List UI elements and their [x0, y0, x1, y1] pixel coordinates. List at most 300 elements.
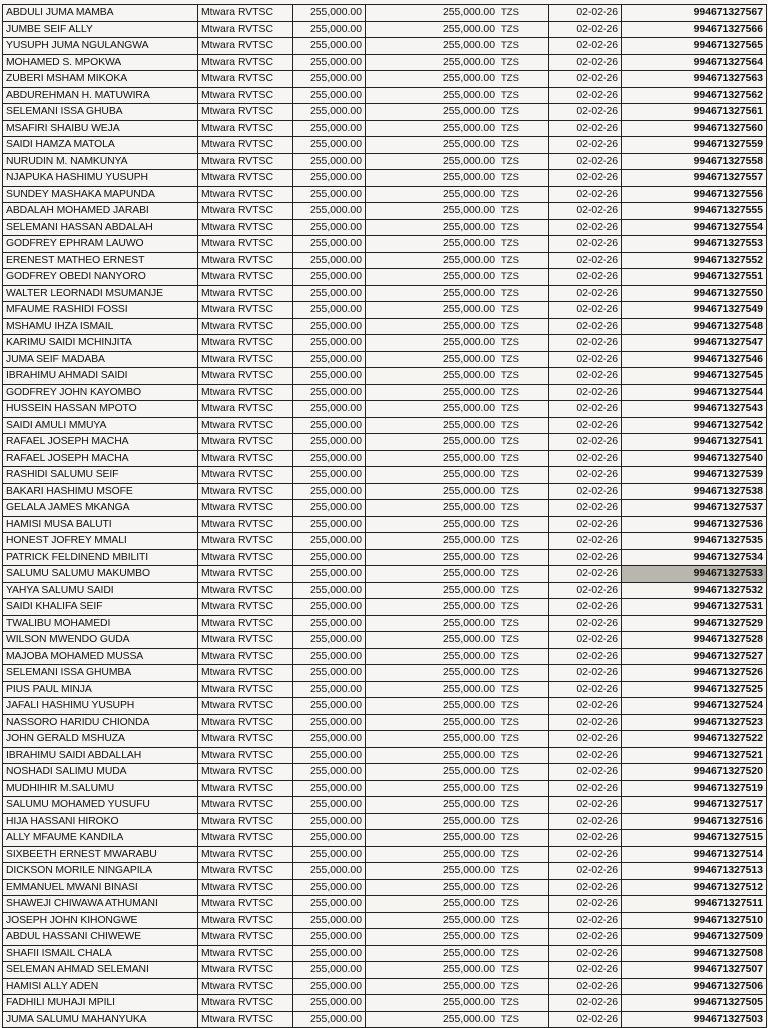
center-cell: Mtwara RVTSC — [198, 978, 293, 995]
total-amount-cell: 255,000.00 — [366, 632, 499, 649]
center-cell: Mtwara RVTSC — [198, 38, 293, 55]
center-cell: Mtwara RVTSC — [198, 483, 293, 500]
reference-number-cell: 994671327546 — [622, 351, 767, 368]
date-cell: 02-02-26 — [549, 665, 622, 682]
date-cell: 02-02-26 — [549, 929, 622, 946]
payee-name-cell: SAIDI AMULI MMUYA — [3, 417, 198, 434]
total-amount-cell: 255,000.00 — [366, 764, 499, 781]
date-cell: 02-02-26 — [549, 830, 622, 847]
amount-cell: 255,000.00 — [293, 368, 366, 385]
currency-cell: TZS — [498, 483, 549, 500]
table-row — [3, 516, 767, 533]
total-amount-cell: 255,000.00 — [366, 731, 499, 748]
date-cell: 02-02-26 — [549, 681, 622, 698]
center-cell: Mtwara RVTSC — [198, 219, 293, 236]
amount-cell: 255,000.00 — [293, 38, 366, 55]
total-amount-cell: 255,000.00 — [366, 533, 499, 550]
payee-name-cell: MUDHIHIR M.SALUMU — [3, 780, 198, 797]
amount-cell: 255,000.00 — [293, 104, 366, 121]
amount-cell: 255,000.00 — [293, 236, 366, 253]
table-row — [3, 879, 767, 896]
total-amount-cell: 255,000.00 — [366, 318, 499, 335]
reference-number-cell: 994671327505 — [622, 995, 767, 1012]
total-amount-cell: 255,000.00 — [366, 962, 499, 979]
reference-number-cell: 994671327539 — [622, 467, 767, 484]
payee-name-cell: NURUDIN M. NAMKUNYA — [3, 153, 198, 170]
table-row — [3, 252, 767, 269]
total-amount-cell: 255,000.00 — [366, 500, 499, 517]
center-cell: Mtwara RVTSC — [198, 137, 293, 154]
total-amount-cell: 255,000.00 — [366, 351, 499, 368]
amount-cell: 255,000.00 — [293, 698, 366, 715]
center-cell: Mtwara RVTSC — [198, 929, 293, 946]
center-cell: Mtwara RVTSC — [198, 533, 293, 550]
payee-name-cell: JAFALI HASHIMU YUSUPH — [3, 698, 198, 715]
table-row — [3, 417, 767, 434]
reference-number-cell: 994671327549 — [622, 302, 767, 319]
table-row — [3, 896, 767, 913]
table-row — [3, 483, 767, 500]
reference-number-cell: 994671327533 — [622, 566, 767, 583]
payee-name-cell: HONEST JOFREY MMALI — [3, 533, 198, 550]
currency-cell: TZS — [498, 219, 549, 236]
payee-name-cell: JOHN GERALD MSHUZA — [3, 731, 198, 748]
amount-cell: 255,000.00 — [293, 846, 366, 863]
amount-cell: 255,000.00 — [293, 714, 366, 731]
reference-number-cell: 994671327512 — [622, 879, 767, 896]
date-cell: 02-02-26 — [549, 219, 622, 236]
currency-cell: TZS — [498, 186, 549, 203]
center-cell: Mtwara RVTSC — [198, 698, 293, 715]
amount-cell: 255,000.00 — [293, 879, 366, 896]
table-row — [3, 335, 767, 352]
reference-number-cell: 994671327538 — [622, 483, 767, 500]
currency-cell: TZS — [498, 21, 549, 38]
payee-name-cell: PATRICK FELDINEND MBILITI — [3, 549, 198, 566]
table-row — [3, 434, 767, 451]
reference-number-cell: 994671327516 — [622, 813, 767, 830]
amount-cell: 255,000.00 — [293, 665, 366, 682]
currency-cell: TZS — [498, 71, 549, 88]
table-row — [3, 170, 767, 187]
center-cell: Mtwara RVTSC — [198, 71, 293, 88]
center-cell: Mtwara RVTSC — [198, 714, 293, 731]
reference-number-cell: 994671327521 — [622, 747, 767, 764]
reference-number-cell: 994671327532 — [622, 582, 767, 599]
currency-cell: TZS — [498, 632, 549, 649]
amount-cell: 255,000.00 — [293, 797, 366, 814]
reference-number-cell: 994671327544 — [622, 384, 767, 401]
center-cell: Mtwara RVTSC — [198, 467, 293, 484]
total-amount-cell: 255,000.00 — [366, 863, 499, 880]
center-cell: Mtwara RVTSC — [198, 566, 293, 583]
total-amount-cell: 255,000.00 — [366, 302, 499, 319]
table-row — [3, 236, 767, 253]
total-amount-cell: 255,000.00 — [366, 896, 499, 913]
center-cell: Mtwara RVTSC — [198, 665, 293, 682]
date-cell: 02-02-26 — [549, 912, 622, 929]
payee-name-cell: IBRAHIMU AHMADI SAIDI — [3, 368, 198, 385]
date-cell: 02-02-26 — [549, 813, 622, 830]
reference-number-cell: 994671327567 — [622, 5, 767, 22]
table-row — [3, 450, 767, 467]
payee-name-cell: JUMA SEIF MADABA — [3, 351, 198, 368]
date-cell: 02-02-26 — [549, 54, 622, 71]
amount-cell: 255,000.00 — [293, 731, 366, 748]
table-row — [3, 681, 767, 698]
total-amount-cell: 255,000.00 — [366, 797, 499, 814]
amount-cell: 255,000.00 — [293, 153, 366, 170]
amount-cell: 255,000.00 — [293, 87, 366, 104]
table-row — [3, 929, 767, 946]
payee-name-cell: JUMA SALUMU MAHANYUKA — [3, 1011, 198, 1028]
date-cell: 02-02-26 — [549, 533, 622, 550]
payee-name-cell: RASHIDI SALUMU SEIF — [3, 467, 198, 484]
payee-name-cell: SHAWEJI CHIWAWA ATHUMANI — [3, 896, 198, 913]
reference-number-cell: 994671327534 — [622, 549, 767, 566]
total-amount-cell: 255,000.00 — [366, 54, 499, 71]
reference-number-cell: 994671327528 — [622, 632, 767, 649]
date-cell: 02-02-26 — [549, 1011, 622, 1028]
date-cell: 02-02-26 — [549, 516, 622, 533]
reference-number-cell: 994671327511 — [622, 896, 767, 913]
currency-cell: TZS — [498, 153, 549, 170]
reference-number-cell: 994671327529 — [622, 615, 767, 632]
table-row — [3, 401, 767, 418]
amount-cell: 255,000.00 — [293, 995, 366, 1012]
table-row — [3, 632, 767, 649]
amount-cell: 255,000.00 — [293, 54, 366, 71]
reference-number-cell: 994671327535 — [622, 533, 767, 550]
reference-number-cell: 994671327562 — [622, 87, 767, 104]
date-cell: 02-02-26 — [549, 71, 622, 88]
payment-table — [2, 4, 767, 1028]
amount-cell: 255,000.00 — [293, 417, 366, 434]
center-cell: Mtwara RVTSC — [198, 945, 293, 962]
currency-cell: TZS — [498, 500, 549, 517]
table-row — [3, 1011, 767, 1028]
amount-cell: 255,000.00 — [293, 434, 366, 451]
reference-number-cell: 994671327555 — [622, 203, 767, 220]
amount-cell: 255,000.00 — [293, 203, 366, 220]
table-row — [3, 5, 767, 22]
center-cell: Mtwara RVTSC — [198, 318, 293, 335]
amount-cell: 255,000.00 — [293, 450, 366, 467]
date-cell: 02-02-26 — [549, 434, 622, 451]
table-row — [3, 995, 767, 1012]
total-amount-cell: 255,000.00 — [366, 483, 499, 500]
date-cell: 02-02-26 — [549, 203, 622, 220]
amount-cell: 255,000.00 — [293, 863, 366, 880]
currency-cell: TZS — [498, 38, 549, 55]
reference-number-cell: 994671327514 — [622, 846, 767, 863]
payee-name-cell: GODFREY JOHN KAYOMBO — [3, 384, 198, 401]
payee-name-cell: SELEMAN AHMAD SELEMANI — [3, 962, 198, 979]
center-cell: Mtwara RVTSC — [198, 54, 293, 71]
payee-name-cell: ABDUL HASSANI CHIWEWE — [3, 929, 198, 946]
total-amount-cell: 255,000.00 — [366, 236, 499, 253]
total-amount-cell: 255,000.00 — [366, 368, 499, 385]
currency-cell: TZS — [498, 203, 549, 220]
total-amount-cell: 255,000.00 — [366, 203, 499, 220]
center-cell: Mtwara RVTSC — [198, 731, 293, 748]
payee-name-cell: MSAFIRI SHAIBU WEJA — [3, 120, 198, 137]
payee-name-cell: HAMISI ALLY ADEN — [3, 978, 198, 995]
amount-cell: 255,000.00 — [293, 1011, 366, 1028]
amount-cell: 255,000.00 — [293, 302, 366, 319]
date-cell: 02-02-26 — [549, 401, 622, 418]
payee-name-cell: ALLY MFAUME KANDILA — [3, 830, 198, 847]
reference-number-cell: 994671327537 — [622, 500, 767, 517]
reference-number-cell: 994671327556 — [622, 186, 767, 203]
total-amount-cell: 255,000.00 — [366, 21, 499, 38]
date-cell: 02-02-26 — [549, 21, 622, 38]
currency-cell: TZS — [498, 417, 549, 434]
center-cell: Mtwara RVTSC — [198, 995, 293, 1012]
currency-cell: TZS — [498, 945, 549, 962]
reference-number-cell: 994671327561 — [622, 104, 767, 121]
date-cell: 02-02-26 — [549, 500, 622, 517]
table-row — [3, 500, 767, 517]
reference-number-cell: 994671327559 — [622, 137, 767, 154]
center-cell: Mtwara RVTSC — [198, 582, 293, 599]
reference-number-cell: 994671327551 — [622, 269, 767, 286]
center-cell: Mtwara RVTSC — [198, 813, 293, 830]
center-cell: Mtwara RVTSC — [198, 830, 293, 847]
amount-cell: 255,000.00 — [293, 285, 366, 302]
payee-name-cell: YUSUPH JUMA NGULANGWA — [3, 38, 198, 55]
date-cell: 02-02-26 — [549, 483, 622, 500]
payee-name-cell: SELEMANI HASSAN ABDALAH — [3, 219, 198, 236]
total-amount-cell: 255,000.00 — [366, 995, 499, 1012]
center-cell: Mtwara RVTSC — [198, 632, 293, 649]
center-cell: Mtwara RVTSC — [198, 384, 293, 401]
payee-name-cell: NOSHADI SALIMU MUDA — [3, 764, 198, 781]
center-cell: Mtwara RVTSC — [198, 863, 293, 880]
currency-cell: TZS — [498, 5, 549, 22]
payee-name-cell: MFAUME RASHIDI FOSSI — [3, 302, 198, 319]
date-cell: 02-02-26 — [549, 648, 622, 665]
currency-cell: TZS — [498, 137, 549, 154]
date-cell: 02-02-26 — [549, 153, 622, 170]
amount-cell: 255,000.00 — [293, 780, 366, 797]
currency-cell: TZS — [498, 780, 549, 797]
total-amount-cell: 255,000.00 — [366, 120, 499, 137]
amount-cell: 255,000.00 — [293, 335, 366, 352]
date-cell: 02-02-26 — [549, 186, 622, 203]
currency-cell: TZS — [498, 434, 549, 451]
table-row — [3, 71, 767, 88]
reference-number-cell: 994671327541 — [622, 434, 767, 451]
date-cell: 02-02-26 — [549, 698, 622, 715]
payee-name-cell: ABDUREHMAN H. MATUWIRA — [3, 87, 198, 104]
payee-name-cell: NJAPUKA HASHIMU YUSUPH — [3, 170, 198, 187]
table-row — [3, 566, 767, 583]
date-cell: 02-02-26 — [549, 962, 622, 979]
center-cell: Mtwara RVTSC — [198, 335, 293, 352]
date-cell: 02-02-26 — [549, 368, 622, 385]
payee-name-cell: JOSEPH JOHN KIHONGWE — [3, 912, 198, 929]
currency-cell: TZS — [498, 747, 549, 764]
currency-cell: TZS — [498, 516, 549, 533]
center-cell: Mtwara RVTSC — [198, 764, 293, 781]
amount-cell: 255,000.00 — [293, 945, 366, 962]
currency-cell: TZS — [498, 351, 549, 368]
currency-cell: TZS — [498, 879, 549, 896]
reference-number-cell: 994671327564 — [622, 54, 767, 71]
total-amount-cell: 255,000.00 — [366, 219, 499, 236]
date-cell: 02-02-26 — [549, 764, 622, 781]
date-cell: 02-02-26 — [549, 632, 622, 649]
payee-name-cell: ZUBERI MSHAM MIKOKA — [3, 71, 198, 88]
center-cell: Mtwara RVTSC — [198, 104, 293, 121]
amount-cell: 255,000.00 — [293, 351, 366, 368]
payee-name-cell: RAFAEL JOSEPH MACHA — [3, 450, 198, 467]
total-amount-cell: 255,000.00 — [366, 978, 499, 995]
center-cell: Mtwara RVTSC — [198, 153, 293, 170]
reference-number-cell: 994671327508 — [622, 945, 767, 962]
date-cell: 02-02-26 — [549, 731, 622, 748]
payee-name-cell: SHAFII ISMAIL CHALA — [3, 945, 198, 962]
table-row — [3, 813, 767, 830]
currency-cell: TZS — [498, 384, 549, 401]
reference-number-cell: 994671327542 — [622, 417, 767, 434]
reference-number-cell: 994671327531 — [622, 599, 767, 616]
amount-cell: 255,000.00 — [293, 5, 366, 22]
table-row — [3, 615, 767, 632]
currency-cell: TZS — [498, 863, 549, 880]
currency-cell: TZS — [498, 813, 549, 830]
table-row — [3, 863, 767, 880]
currency-cell: TZS — [498, 648, 549, 665]
table-row — [3, 731, 767, 748]
currency-cell: TZS — [498, 582, 549, 599]
center-cell: Mtwara RVTSC — [198, 648, 293, 665]
reference-number-cell: 994671327509 — [622, 929, 767, 946]
total-amount-cell: 255,000.00 — [366, 945, 499, 962]
table-row — [3, 38, 767, 55]
amount-cell: 255,000.00 — [293, 137, 366, 154]
currency-cell: TZS — [498, 467, 549, 484]
currency-cell: TZS — [498, 236, 549, 253]
payee-name-cell: MOHAMED S. MPOKWA — [3, 54, 198, 71]
reference-number-cell: 994671327557 — [622, 170, 767, 187]
date-cell: 02-02-26 — [549, 170, 622, 187]
payee-name-cell: SAIDI KHALIFA SEIF — [3, 599, 198, 616]
currency-cell: TZS — [498, 698, 549, 715]
amount-cell: 255,000.00 — [293, 170, 366, 187]
center-cell: Mtwara RVTSC — [198, 681, 293, 698]
date-cell: 02-02-26 — [549, 467, 622, 484]
payee-name-cell: EMMANUEL MWANI BINASI — [3, 879, 198, 896]
amount-cell: 255,000.00 — [293, 813, 366, 830]
reference-number-cell: 994671327526 — [622, 665, 767, 682]
total-amount-cell: 255,000.00 — [366, 582, 499, 599]
table-row — [3, 797, 767, 814]
total-amount-cell: 255,000.00 — [366, 87, 499, 104]
date-cell: 02-02-26 — [549, 566, 622, 583]
total-amount-cell: 255,000.00 — [366, 780, 499, 797]
reference-number-cell: 994671327553 — [622, 236, 767, 253]
date-cell: 02-02-26 — [549, 599, 622, 616]
reference-number-cell: 994671327522 — [622, 731, 767, 748]
center-cell: Mtwara RVTSC — [198, 203, 293, 220]
amount-cell: 255,000.00 — [293, 764, 366, 781]
date-cell: 02-02-26 — [549, 747, 622, 764]
center-cell: Mtwara RVTSC — [198, 549, 293, 566]
total-amount-cell: 255,000.00 — [366, 153, 499, 170]
total-amount-cell: 255,000.00 — [366, 335, 499, 352]
total-amount-cell: 255,000.00 — [366, 714, 499, 731]
date-cell: 02-02-26 — [549, 780, 622, 797]
currency-cell: TZS — [498, 1011, 549, 1028]
currency-cell: TZS — [498, 401, 549, 418]
payee-name-cell: TWALIBU MOHAMEDI — [3, 615, 198, 632]
table-row — [3, 269, 767, 286]
amount-cell: 255,000.00 — [293, 467, 366, 484]
currency-cell: TZS — [498, 681, 549, 698]
total-amount-cell: 255,000.00 — [366, 698, 499, 715]
currency-cell: TZS — [498, 335, 549, 352]
total-amount-cell: 255,000.00 — [366, 401, 499, 418]
reference-number-cell: 994671327554 — [622, 219, 767, 236]
table-row — [3, 714, 767, 731]
currency-cell: TZS — [498, 120, 549, 137]
reference-number-cell: 994671327545 — [622, 368, 767, 385]
reference-number-cell: 994671327543 — [622, 401, 767, 418]
table-row — [3, 351, 767, 368]
payee-name-cell: GELALA JAMES MKANGA — [3, 500, 198, 517]
currency-cell: TZS — [498, 549, 549, 566]
total-amount-cell: 255,000.00 — [366, 285, 499, 302]
amount-cell: 255,000.00 — [293, 632, 366, 649]
currency-cell: TZS — [498, 714, 549, 731]
currency-cell: TZS — [498, 599, 549, 616]
currency-cell: TZS — [498, 87, 549, 104]
total-amount-cell: 255,000.00 — [366, 137, 499, 154]
center-cell: Mtwara RVTSC — [198, 401, 293, 418]
amount-cell: 255,000.00 — [293, 318, 366, 335]
date-cell: 02-02-26 — [549, 285, 622, 302]
payee-name-cell: HUSSEIN HASSAN MPOTO — [3, 401, 198, 418]
center-cell: Mtwara RVTSC — [198, 962, 293, 979]
reference-number-cell: 994671327519 — [622, 780, 767, 797]
reference-number-cell: 994671327515 — [622, 830, 767, 847]
currency-cell: TZS — [498, 285, 549, 302]
table-row — [3, 978, 767, 995]
currency-cell: TZS — [498, 731, 549, 748]
table-row — [3, 582, 767, 599]
total-amount-cell: 255,000.00 — [366, 912, 499, 929]
reference-number-cell: 994671327552 — [622, 252, 767, 269]
total-amount-cell: 255,000.00 — [366, 813, 499, 830]
amount-cell: 255,000.00 — [293, 516, 366, 533]
currency-cell: TZS — [498, 896, 549, 913]
currency-cell: TZS — [498, 846, 549, 863]
table-row — [3, 747, 767, 764]
date-cell: 02-02-26 — [549, 87, 622, 104]
table-row — [3, 599, 767, 616]
date-cell: 02-02-26 — [549, 318, 622, 335]
table-row — [3, 698, 767, 715]
date-cell: 02-02-26 — [549, 120, 622, 137]
center-cell: Mtwara RVTSC — [198, 87, 293, 104]
table-row — [3, 120, 767, 137]
center-cell: Mtwara RVTSC — [198, 21, 293, 38]
payee-name-cell: SALUMU MOHAMED YUSUFU — [3, 797, 198, 814]
reference-number-cell: 994671327507 — [622, 962, 767, 979]
date-cell: 02-02-26 — [549, 417, 622, 434]
